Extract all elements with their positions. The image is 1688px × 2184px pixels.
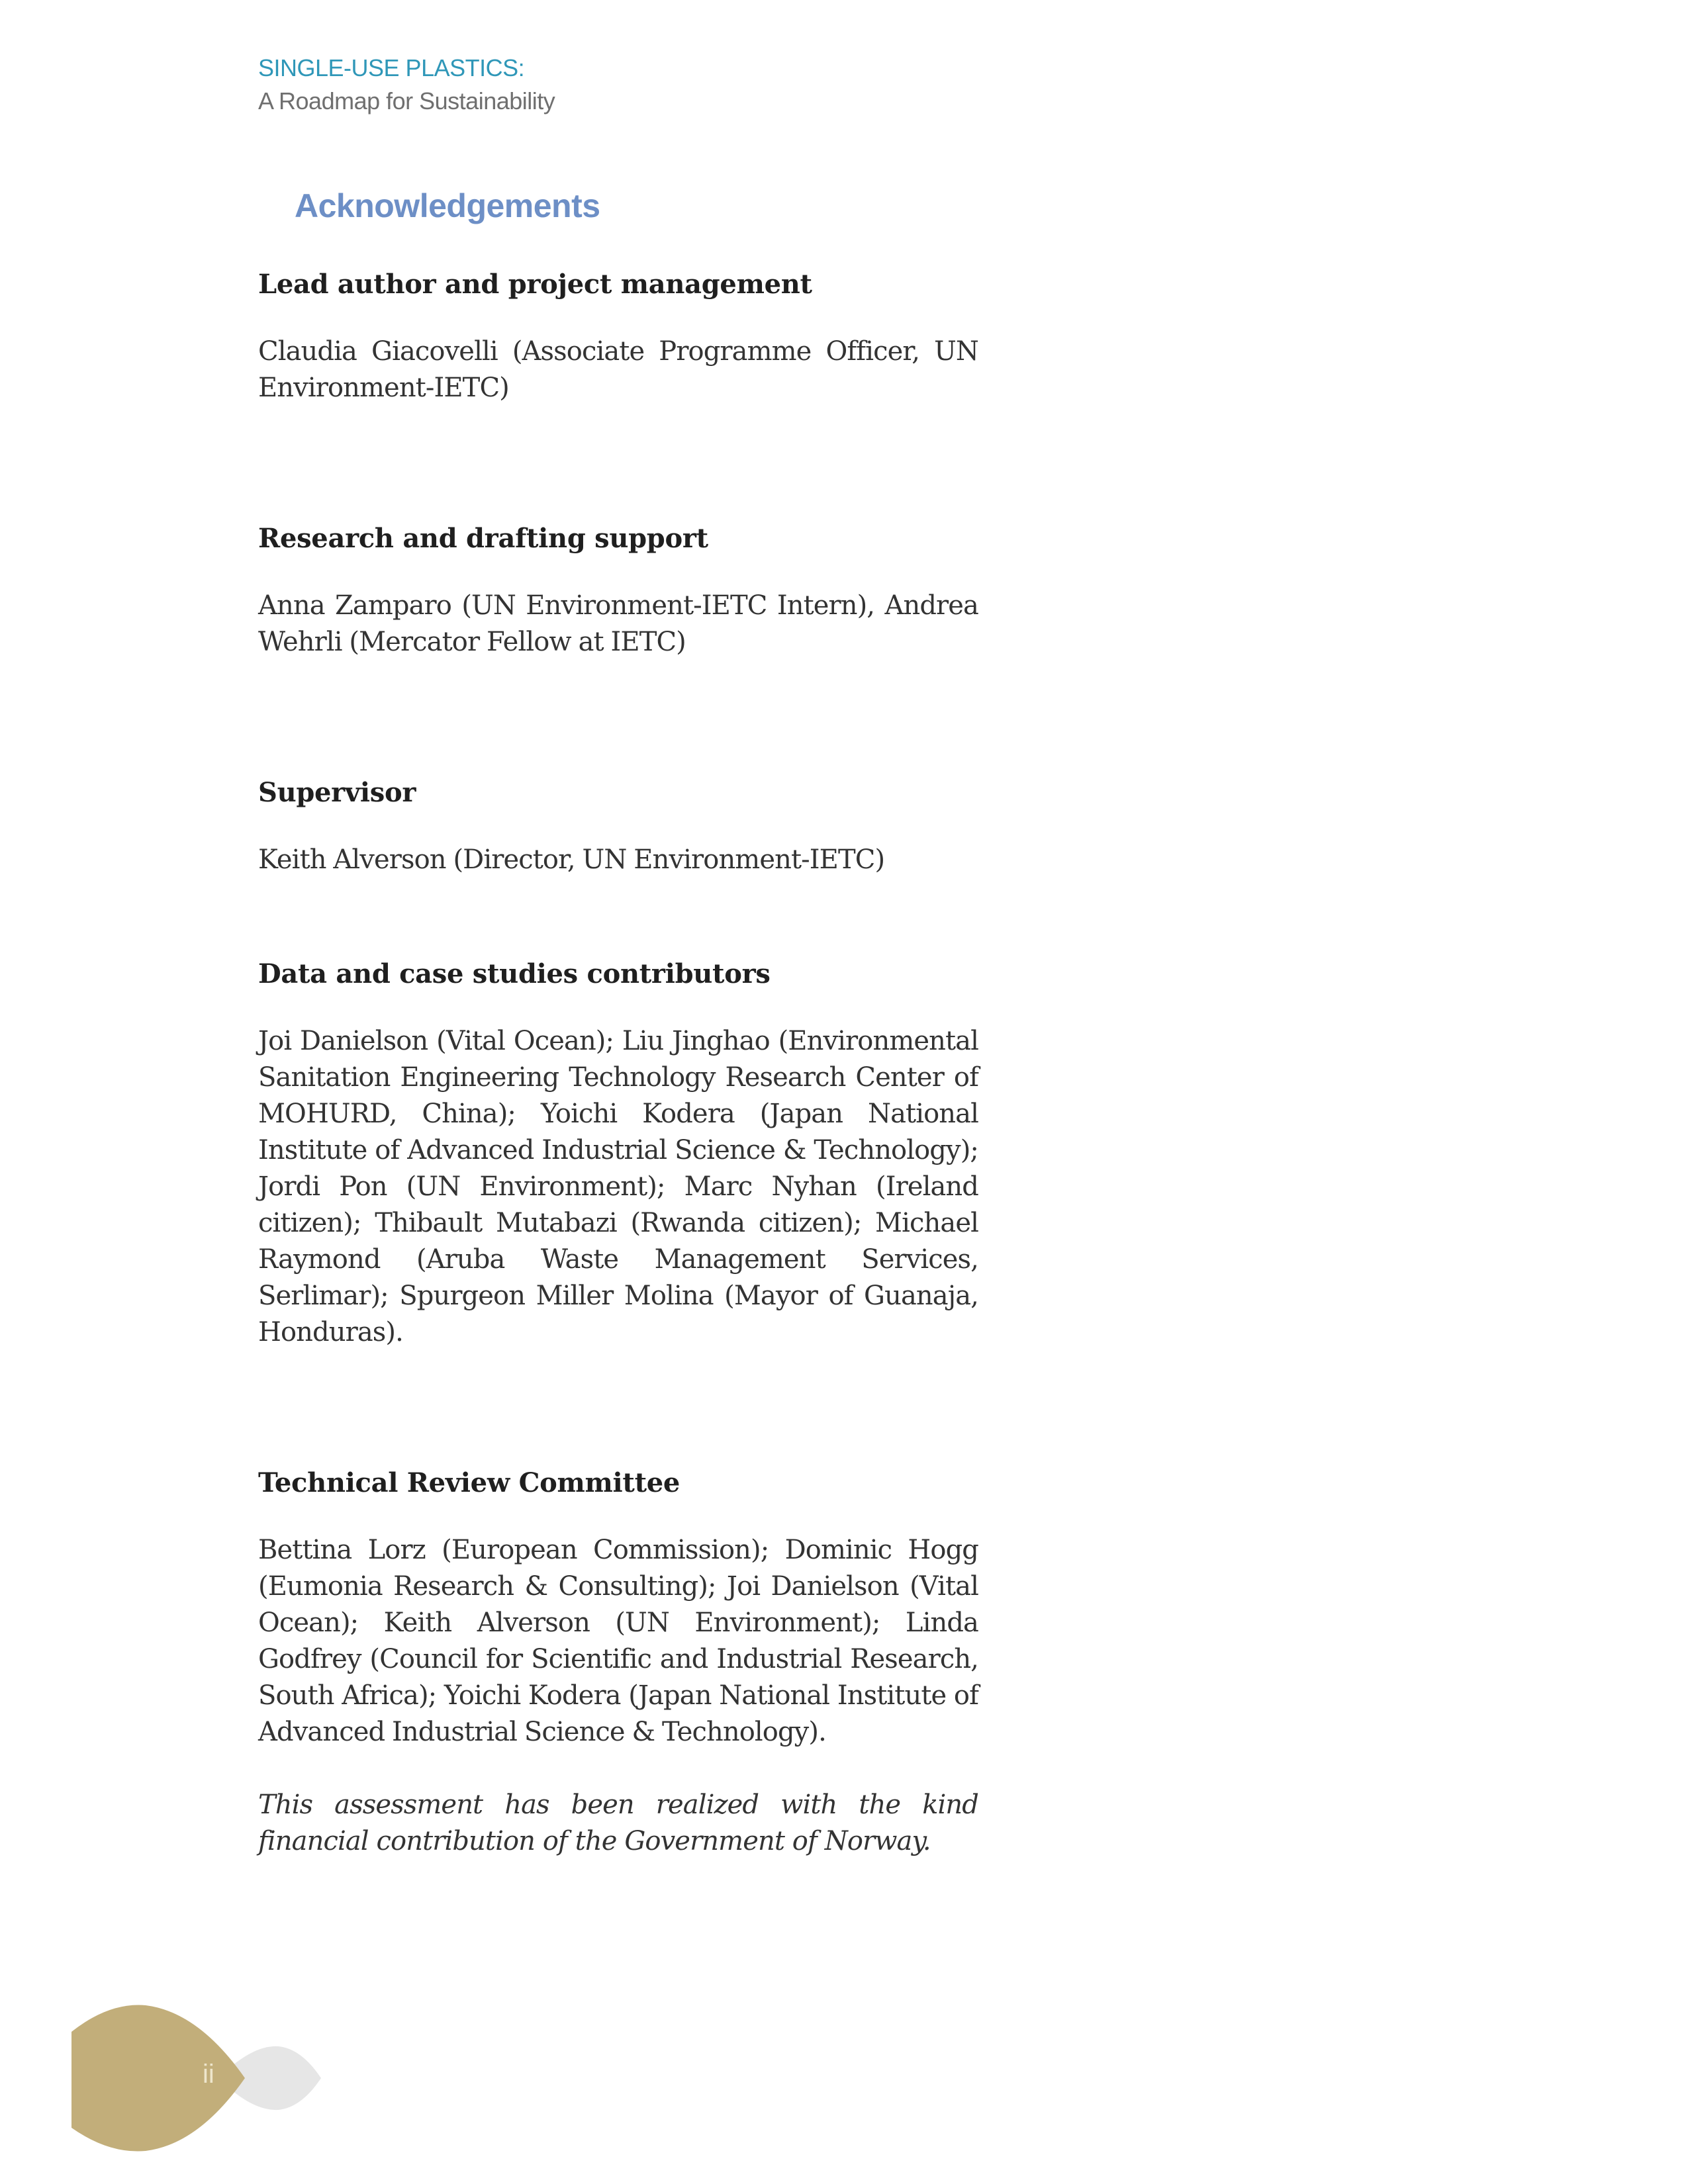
section-heading: Data and case studies contributors (258, 958, 771, 989)
section-body: Keith Alverson (Director, UN Environment-IETC) (258, 844, 885, 875)
footer-leaf-decoration (0, 1959, 397, 2184)
page-number: ii (203, 2060, 214, 2089)
section-heading: Supervisor (258, 777, 416, 808)
section-supervisor (258, 770, 978, 878)
section-data-contributors (258, 951, 978, 1351)
section-technical-review (258, 1460, 978, 1751)
section-body: Anna Zamparo (UN Environment-IETC Intern), Andrea Wehrli (Mercator Fellow at IETC) (258, 590, 978, 657)
section-heading: Technical Review Committee (258, 1467, 680, 1498)
page-title: Acknowledgements (295, 187, 600, 224)
section-body: Bettina Lorz (European Commission); Dominic Hogg (Eumonia Research & Consulting); Joi Danielson (Vital Ocean); Keith Alverson (UN Environment); Linda Godfrey (Council for Scientific and Industrial Research, South Africa); Yoichi Kodera (Japan National Institute of Advanced Industrial Science & Technology). (258, 1535, 978, 1747)
report-subtitle: A Roadmap for Sustainability (258, 87, 555, 114)
gold-page-badge (71, 2005, 245, 2152)
acknowledgements-content (258, 261, 978, 1860)
section-body: Joi Danielson (Vital Ocean); Liu Jinghao (Environmental Sanitation Engineering Technology Research Center of MOHURD, China); Yoichi Kodera (Japan National Institute of Advanced Industrial Science & Technology); Jordi Pon (UN Environment); Marc Nyhan (Ireland citizen); Thibault Mutabazi (Rwanda citizen); Michael Raymond (Aruba Waste Management Services, Serlimar); Spurgeon Miller Molina (Mayor of Guanaja, Honduras). (258, 1026, 978, 1347)
funding-note: This assessment has been realized with the kind financial contribution of the Government of Norway. (258, 1790, 978, 1856)
section-body: Claudia Giacovelli (Associate Programme Officer, UN Environment-IETC) (258, 336, 978, 403)
section-research-support (258, 516, 978, 660)
section-lead-author (258, 261, 978, 406)
section-heading: Research and drafting support (258, 523, 708, 554)
report-title: SINGLE-USE PLASTICS: (258, 54, 525, 81)
section-heading: Lead author and project management (258, 269, 812, 300)
running-header (258, 52, 555, 118)
